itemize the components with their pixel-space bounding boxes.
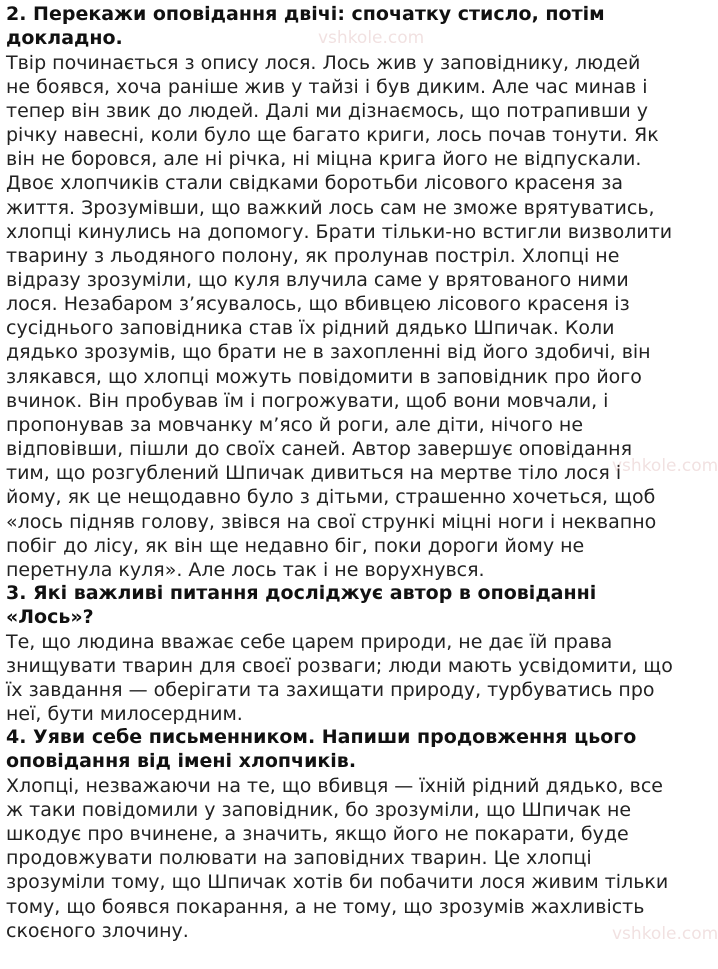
text-line: річку навесні, коли було ще багато криги, лось почав тонути. Як	[6, 124, 659, 147]
text-line: сусіднього заповідника став їх рідний дядько Шпичак. Коли	[6, 317, 615, 340]
section-4	[6, 726, 687, 943]
text-line: Хлопці, незважаючи на те, що вбивця — їхній рідний дядько, все	[6, 774, 663, 797]
section-3-answer	[6, 630, 687, 727]
text-line: злякався, що хлопці можуть повідомити в заповідник про його	[6, 365, 642, 388]
text-line: відразу зрозуміли, що куля влучила саме у врятованого ними	[6, 269, 629, 291]
heading-line: 4. Уяви себе письменником. Напиши продовження цього	[6, 726, 637, 749]
text-line: хлопці кинулись на допомогу. Брати тільки-но встигли визволити	[6, 220, 673, 243]
text-line: тварину з льодяного полону, як пролунав постріл. Хлопці не	[6, 244, 620, 267]
text-line: їх завдання — оберігати та захищати природу, турбуватись про	[6, 678, 655, 701]
text-line: відповівши, пішли до своїх саней. Автор завершує оповідання	[6, 438, 633, 461]
text-line: йому, як це нещодавно було з дітьми, страшенно хочеться, щоб	[6, 486, 656, 509]
section-4-heading	[6, 726, 687, 774]
text-line: він не боровся, але ні річка, ні міцна крига його не відпускали.	[6, 148, 642, 171]
text-line: не боявся, хоча раніше жив у тайзі і був диким. Але час минав і	[6, 75, 648, 98]
section-2-heading	[6, 3, 687, 51]
text-line: Твір починається з опису лося. Лось жив у заповіднику, людей	[6, 51, 641, 74]
text-line: тим, що розгублений Шпичак дивиться на мертве тіло лося і	[6, 462, 622, 485]
section-3	[6, 582, 687, 726]
text-line: зрозуміли тому, що Шпичак хотів би побачити лося живим тільки	[6, 871, 669, 894]
text-line: продовжувати полювати на заповідних тварин. Це хлопці	[6, 847, 592, 870]
watermark: vshkole.com	[612, 924, 718, 944]
text-line: тому, що боявся покарання, а не тому, що зрозумів жахливість	[6, 895, 645, 918]
heading-line: докладно.	[6, 26, 123, 49]
text-line: дядько зрозумів, що брати не в захопленні від його здобичі, він	[6, 341, 651, 364]
heading-line: 3. Які важливі питання досліджує автор в оповіданні	[6, 582, 597, 605]
section-2-answer	[6, 51, 687, 582]
text-line: перетнула куля». Але лось так і не ворухнувся.	[6, 558, 485, 581]
text-line: неї, бути милосердним.	[6, 703, 243, 726]
text-line: шкодує про вчинене, а значить, якщо його не покарати, буде	[6, 823, 629, 846]
section-3-heading	[6, 582, 687, 630]
text-line: знищувати тварин для своєї розваги; люди мають усвідомити, що	[6, 654, 673, 677]
section-2	[6, 3, 687, 582]
heading-line: 2. Перекажи оповідання двічі: спочатку стисло, потім	[6, 3, 605, 25]
watermark: vshkole.com	[612, 456, 718, 476]
text-line: тепер він звик до людей. Далі ми дізнаємось, що потрапивши у	[6, 99, 648, 122]
text-line: ж таки повідомили у заповідник, бо зрозуміли, що Шпичак не	[6, 799, 632, 821]
text-line: Двоє хлопчиків стали свідками боротьби лісового красеня за	[6, 172, 624, 195]
watermark: vshkole.com	[318, 28, 425, 48]
text-line: вчинок. Він пробував їм і погрожувати, щоб вони мовчали, і	[6, 389, 609, 412]
text-line: «лось підняв голову, звівся на свої стрункі міцні ноги і неквапно	[6, 510, 657, 533]
section-4-answer	[6, 774, 687, 943]
text-line: життя. Зрозумівши, що важкий лось сам не зможе врятуватись,	[6, 196, 655, 219]
text-line: лося. Незабаром з’ясувалось, що вбивцею лісового красеня із	[6, 293, 630, 316]
text-line: скоєного злочину.	[6, 919, 189, 942]
heading-line: оповідання від імені хлопчиків.	[6, 750, 357, 773]
heading-line: «Лось»?	[6, 605, 94, 628]
text-line: побіг до лісу, як він ще недавно біг, поки дороги йому не	[6, 534, 585, 557]
text-line: Те, що людина вважає себе царем природи, не дає їй права	[6, 630, 613, 653]
text-line: пропонував за мовчанку м’ясо й роги, але діти, нічого не	[6, 413, 584, 436]
